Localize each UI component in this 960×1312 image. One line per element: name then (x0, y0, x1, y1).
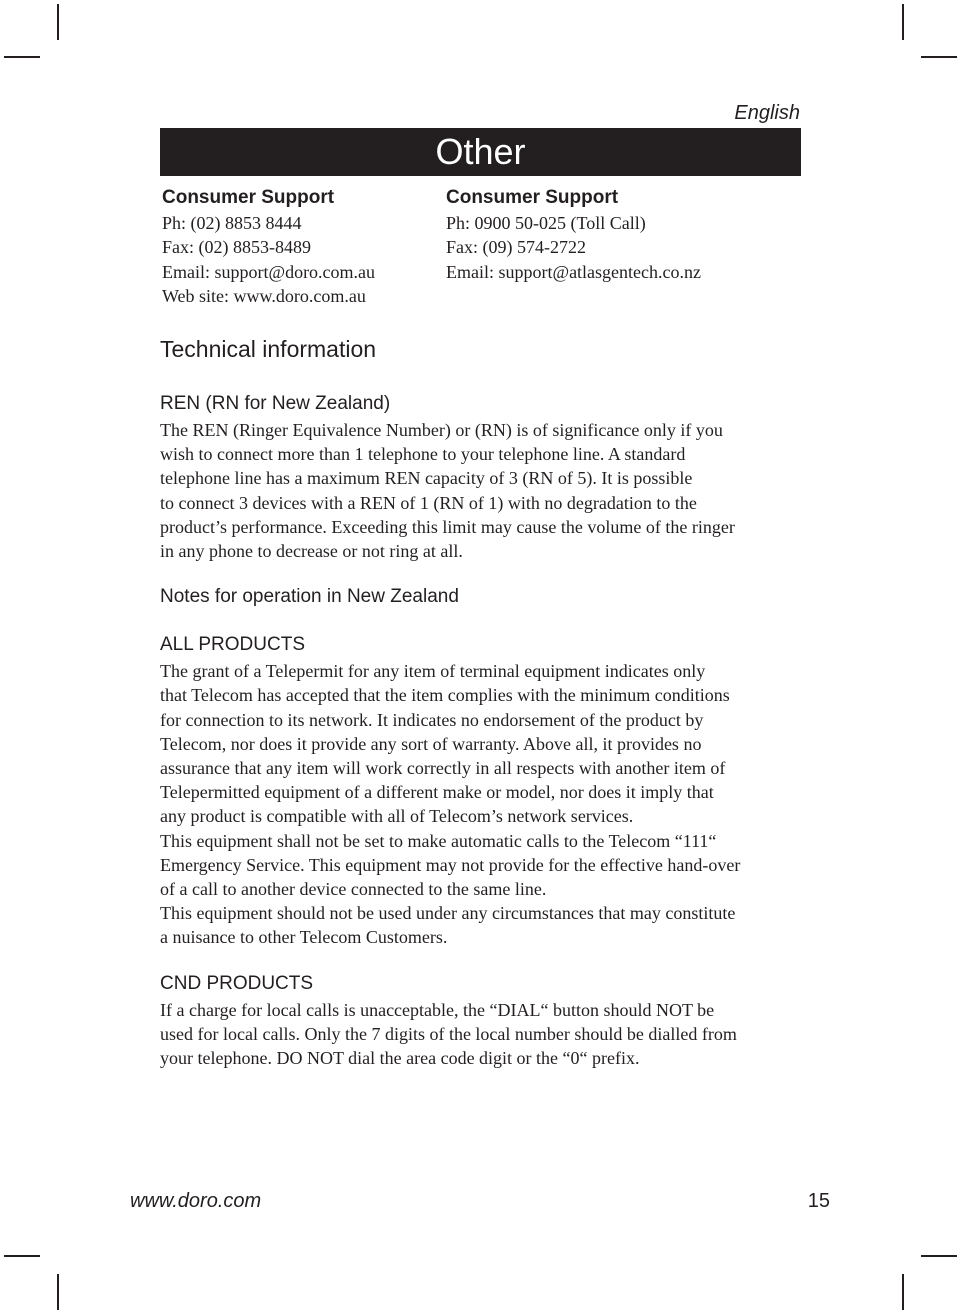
crop-mark (902, 1274, 904, 1310)
page-number: 15 (807, 1190, 830, 1212)
contact-block-australia (162, 186, 375, 309)
section-banner (160, 128, 801, 176)
contact-fax: Fax: (02) 8853-8489 (162, 237, 311, 257)
footer-url: www.doro.com (130, 1190, 262, 1212)
contact-fax: Fax: (09) 574-2722 (446, 237, 586, 257)
technical-content (160, 390, 820, 1070)
ren-heading: REN (RN for New Zealand) (160, 393, 391, 414)
crop-mark (4, 56, 40, 58)
contact-block-new-zealand (446, 186, 701, 284)
crop-mark (921, 56, 957, 58)
contact-phone: Ph: 0900 50-025 (Toll Call) (446, 212, 646, 233)
all-products-heading: ALL PRODUCTS (160, 634, 305, 656)
contact-website: Web site: www.doro.com.au (162, 286, 366, 306)
technical-information-title: Technical information (160, 336, 377, 362)
crop-mark (921, 1255, 957, 1257)
crop-mark (902, 4, 904, 40)
all-products-paragraph: The grant of a Telepermit for any item of terminal equipment indicates only that Telecom has accepted that the item complies with the minimum conditions for connection to its network. It indicates no endorsement of the product by Telecom, nor does it provide any sort of warranty. Above all, it provides no assurance that any item will work correctly in all respects with another item of Telepermitted equipment of a different make or model, nor does it imply that any product is compatible with all of Telecom’s network services. This equipment shall not be set to make automatic calls to the Telecom “111“ Emergency Service. This equipment may not provide for the effective hand-over of a call to another device connected to the same line. This equipment should not be used under any circumstances that may constitute a nuisance to other Telecom Customers. (160, 661, 741, 948)
cnd-products-heading: CND PRODUCTS (160, 972, 314, 994)
contact-heading: Consumer Support (446, 187, 619, 208)
banner-title: Other (435, 131, 526, 172)
crop-mark (57, 4, 59, 40)
contact-heading: Consumer Support (162, 187, 335, 208)
contact-phone: Ph: (02) 8853 8444 (162, 212, 302, 233)
contact-email: Email: support@doro.com.au (162, 261, 376, 282)
ren-paragraph: The REN (Ringer Equivalence Number) or (RN) is of significance only if you wish to connect more than 1 telephone to your telephone line. A standard telephone line has a maximum REN capacity of 3 (RN of 5). It is possible to connect 3 devices with a REN of 1 (RN of 1) with no degradation to the product’s performance. Exceeding this limit may cause the volume of the ringer in any phone to decrease or not ring at all. (160, 420, 735, 562)
nz-notes-heading: Notes for operation in New Zealand (160, 586, 459, 608)
crop-mark (4, 1255, 40, 1257)
language-label: English (734, 102, 800, 124)
crop-mark (57, 1274, 59, 1310)
contact-email: Email: support@atlasgentech.co.nz (446, 261, 701, 282)
cnd-products-paragraph: If a charge for local calls is unacceptable, the “DIAL“ button should NOT be used for local calls. Only the 7 digits of the local number should be dialled from your telephone. DO NOT dial the area code digit or the “0“ prefix. (160, 999, 737, 1069)
